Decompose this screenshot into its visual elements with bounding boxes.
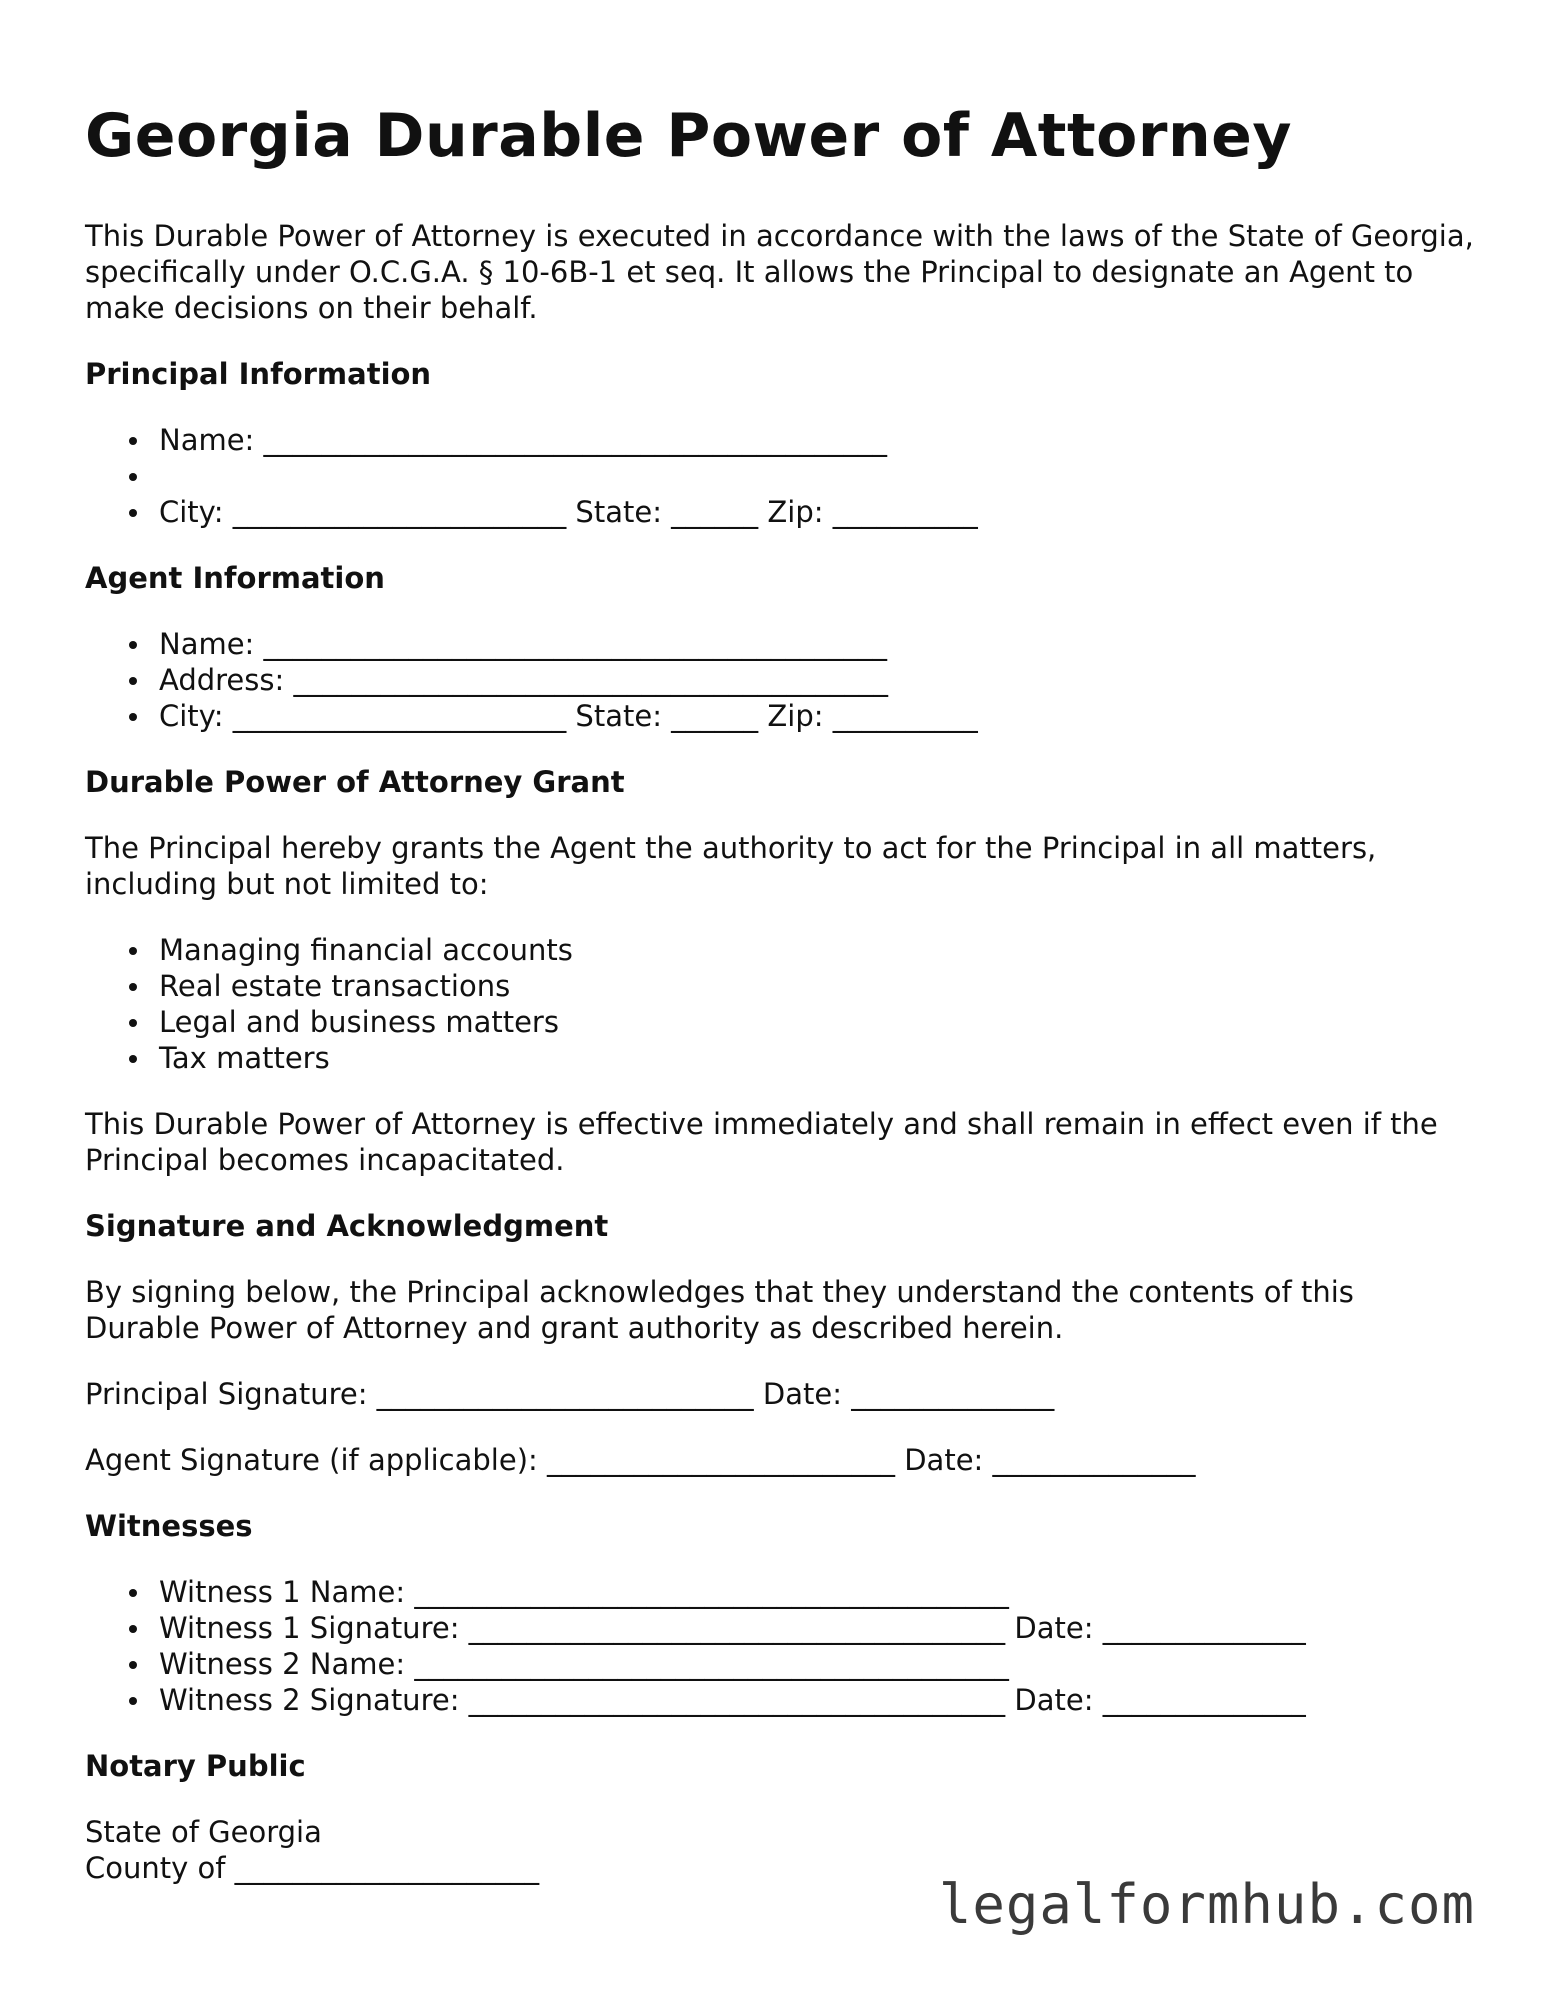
grant-item: Tax matters	[159, 1040, 1475, 1076]
agent-city-field[interactable]: City: _______________________ State: ______ Zip: __________	[159, 698, 1475, 734]
principal-name-field[interactable]: Name: ___________________________________________	[159, 422, 1475, 458]
witnesses-heading: Witnesses	[85, 1509, 253, 1543]
grant-item: Managing financial accounts	[159, 932, 1475, 968]
document-title: Georgia Durable Power of Attorney	[85, 101, 1292, 171]
signature-paragraph: By signing below, the Principal acknowledges that they understand the contents of this Durable Power of Attorney and grant authority as described herein.	[85, 1275, 1354, 1345]
agent-list	[85, 626, 1475, 734]
witness-2-signature-field[interactable]: Witness 2 Signature: _____________________________________ Date: ______________	[159, 1682, 1475, 1718]
witness-1-signature-field[interactable]: Witness 1 Signature: _____________________________________ Date: ______________	[159, 1610, 1475, 1646]
principal-address-field[interactable]	[159, 458, 1475, 494]
witness-1-name-field[interactable]: Witness 1 Name: _________________________________________	[159, 1574, 1475, 1610]
site-watermark: legalformhub.com	[938, 1873, 1475, 1936]
effective-paragraph: This Durable Power of Attorney is effective immediately and shall remain in effect even if the Principal becomes incapacitated.	[85, 1107, 1438, 1177]
agent-signature-field[interactable]: Agent Signature (if applicable): ________________________ Date: ______________	[85, 1443, 1196, 1477]
notary-heading: Notary Public	[85, 1749, 306, 1783]
principal-city-field[interactable]: City: _______________________ State: ______ Zip: __________	[159, 494, 1475, 530]
grant-list	[85, 932, 1475, 1076]
grant-item: Legal and business matters	[159, 1004, 1475, 1040]
witnesses-list	[85, 1574, 1475, 1718]
notary-state: State of Georgia	[85, 1815, 322, 1849]
principal-heading: Principal Information	[85, 357, 432, 391]
witness-2-name-field[interactable]: Witness 2 Name: _________________________________________	[159, 1646, 1475, 1682]
principal-signature-field[interactable]: Principal Signature: __________________________ Date: ______________	[85, 1377, 1055, 1411]
document-page	[85, 96, 1475, 1886]
intro-paragraph: This Durable Power of Attorney is executed in accordance with the laws of the State of Georgia, specifically under O.C.G.A. § 10-6B-1 et seq. It allows the Principal to designate an Agent to make decisions on their behalf.	[85, 219, 1474, 325]
agent-name-field[interactable]: Name: ___________________________________________	[159, 626, 1475, 662]
notary-county-field[interactable]: County of _____________________	[85, 1851, 540, 1885]
agent-heading: Agent Information	[85, 561, 385, 595]
grant-item: Real estate transactions	[159, 968, 1475, 1004]
grant-heading: Durable Power of Attorney Grant	[85, 765, 625, 799]
grant-paragraph: The Principal hereby grants the Agent the authority to act for the Principal in all matters, including but not limited to:	[85, 831, 1377, 901]
agent-address-field[interactable]: Address: _________________________________________	[159, 662, 1475, 698]
principal-list	[85, 422, 1475, 530]
signature-heading: Signature and Acknowledgment	[85, 1209, 609, 1243]
